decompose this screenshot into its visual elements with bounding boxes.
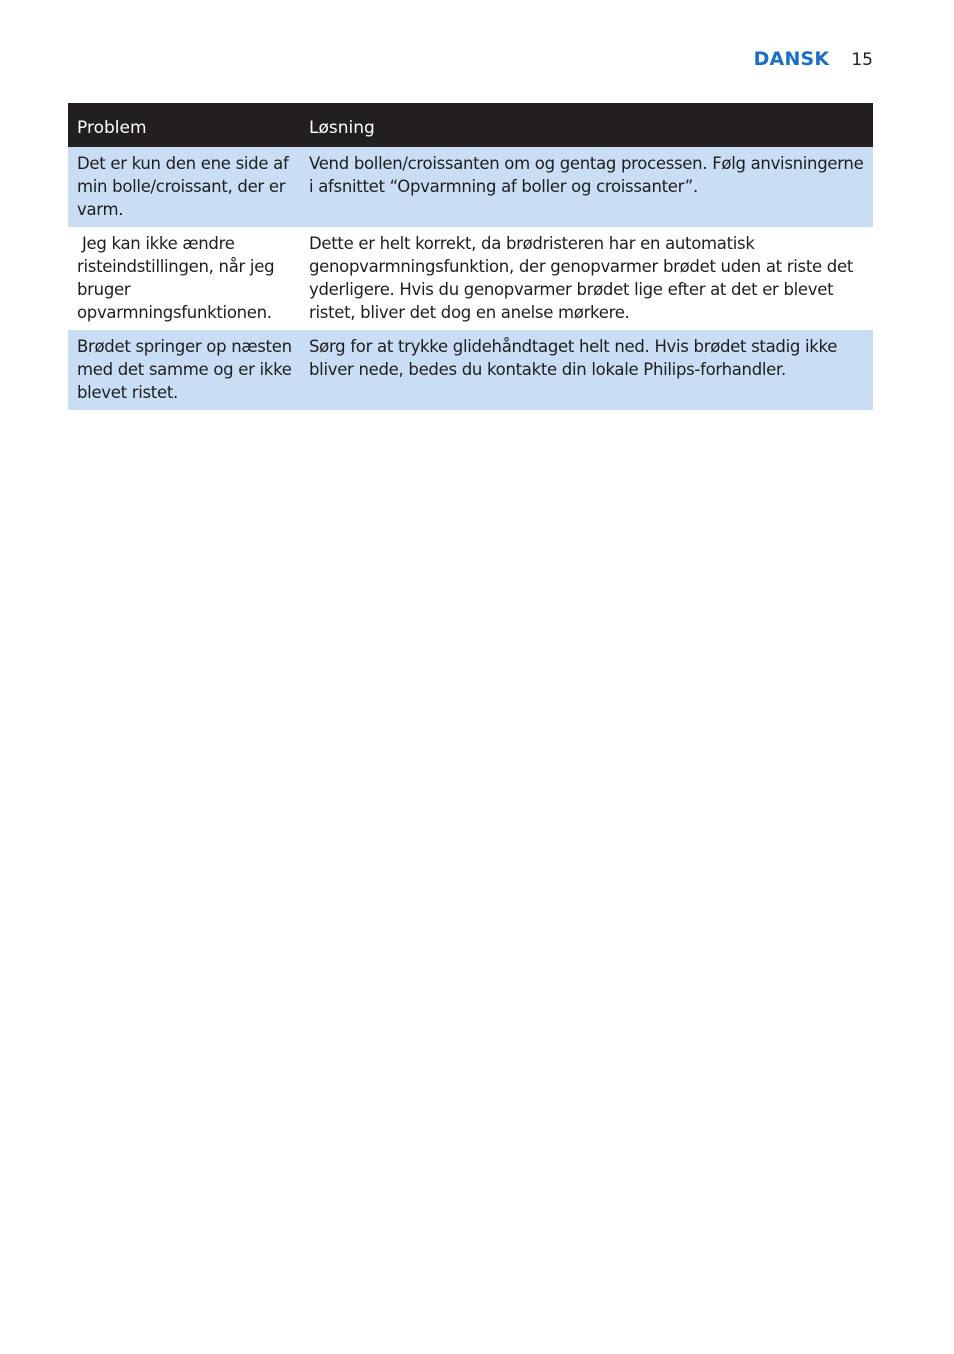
page-number: 15 (851, 50, 873, 70)
problem-cell: Det er kun den ene side af min bolle/croissant, der er varm. (68, 147, 300, 227)
page-header (754, 48, 873, 70)
column-header-problem: Problem (68, 103, 300, 147)
table-row (68, 227, 873, 330)
troubleshooting-table (68, 103, 873, 410)
column-header-solution: Løsning (300, 103, 873, 147)
table-row (68, 330, 873, 410)
table-header-row (68, 103, 873, 147)
language-label: DANSK (753, 48, 830, 70)
solution-cell: Sørg for at trykke glidehåndtaget helt ned. Hvis brødet stadig ikke bliver nede, bedes du kontakte din lokale Philips-forhandler. (300, 330, 873, 410)
problem-cell: Brødet springer op næsten med det samme og er ikke blevet ristet. (68, 330, 300, 410)
problem-cell: Jeg kan ikke ændre risteindstillingen, når jeg bruger opvarmningsfunktionen. (68, 227, 300, 330)
solution-cell: Dette er helt korrekt, da brødristeren har en automatisk genopvarmningsfunktion, der genopvarmer brødet uden at riste det yderligere. Hvis du genopvarmer brødet lige efter at det er blevet ristet, bliver det dog en anelse mørkere. (300, 227, 873, 330)
solution-cell: Vend bollen/croissanten om og gentag processen. Følg anvisningerne i afsnittet “Opvarmning af boller og croissanter”. (300, 147, 873, 227)
table-row (68, 147, 873, 227)
